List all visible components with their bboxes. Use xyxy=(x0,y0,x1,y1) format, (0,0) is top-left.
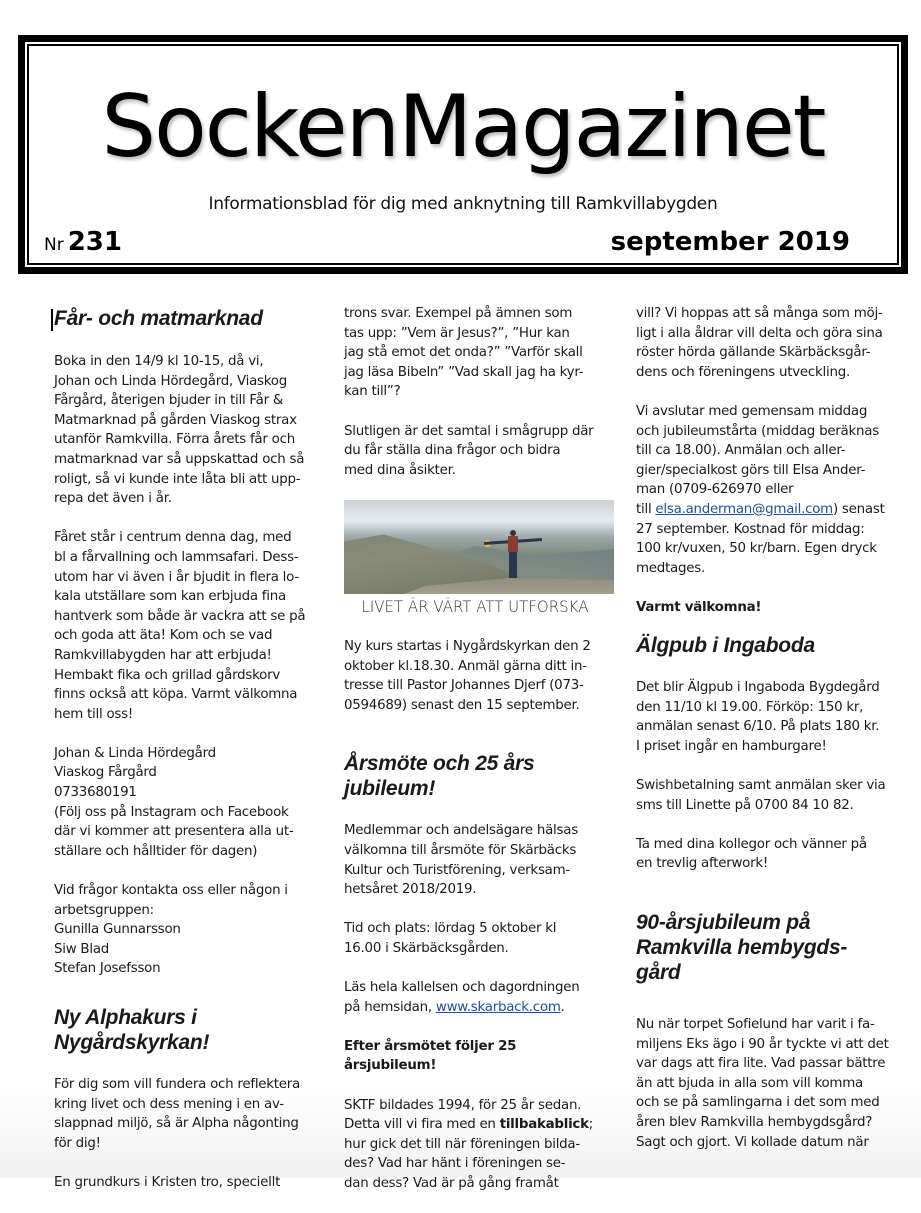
website-link[interactable]: www.skarback.com xyxy=(435,999,561,1015)
masthead xyxy=(18,35,908,274)
text-line: Ramkvilla hembygds- xyxy=(636,936,848,960)
paragraph xyxy=(54,528,316,724)
paragraph xyxy=(636,304,898,382)
text-line: jubileum! xyxy=(344,777,436,801)
text-line: och jubileumstårta (middag beräknas xyxy=(636,423,879,439)
text-line: kan till”? xyxy=(344,384,401,400)
text-line: du får ställa dina frågor och bidra xyxy=(344,443,561,459)
text-line: Tid och plats: lördag 5 oktober kl xyxy=(344,921,557,937)
text-line: ställare och hålltider för dagen) xyxy=(54,843,258,859)
person-torso xyxy=(508,536,518,552)
text-line: Det blir Älgpub i Ingaboda Bygdegård xyxy=(636,680,880,696)
paragraph xyxy=(344,304,606,402)
paragraph xyxy=(54,352,316,509)
text-line: vill? Vi hoppas att så många som möj- xyxy=(636,306,883,321)
text-line: Ny Alphakurs i xyxy=(54,1006,197,1029)
text-line: dan dess? Vad är på gång framåt xyxy=(344,1176,559,1191)
paragraph xyxy=(636,776,898,815)
text-line: roligt, så vi kunde inte låta bli att upp- xyxy=(54,471,301,487)
paragraph xyxy=(636,835,898,874)
text-line: Swishbetalning samt anmälan sker via xyxy=(636,778,886,794)
text-line: hur gick det till när föreningen bilda- xyxy=(344,1136,580,1152)
text-line: gier/specialkost görs till Elsa Ander- xyxy=(636,462,866,478)
text-line: finns också att köpa. Varmt välkomna xyxy=(54,687,298,703)
text-line: utom har vi även i år bjudit in flera lo- xyxy=(54,569,299,585)
text-line: till ca 18.00). Anmälan och aller- xyxy=(636,443,846,459)
text-line: Nu när torpet Sofielund har varit i fa- xyxy=(636,1017,875,1033)
masthead-inner-frame xyxy=(27,44,899,265)
text-line: des? Vad har hänt i föreningen se- xyxy=(344,1156,566,1172)
text-line: Matmarknad på gården Viaskog strax xyxy=(54,412,297,428)
text-line: jag stå emot det onda?” ”Varför skall xyxy=(344,345,583,361)
paragraph: SKTF bildades 1994, för 25 år sedan. Detta vill vi fira med en tillbakablick; hur gick det till när föreningen bilda- des? Vad har hänt i föreningen se- dan dess? Vad är på gång framåt xyxy=(344,1096,606,1194)
text-line: sms till Linette på 0700 84 10 82. xyxy=(636,797,854,813)
text-line: 16.00 i Skärbäcksgården. xyxy=(344,940,509,956)
article-heading-90-arsjubileum xyxy=(636,910,898,985)
text-line: Årsmöte och 25 års xyxy=(344,752,535,776)
paragraph xyxy=(344,821,606,899)
paragraph xyxy=(344,919,606,958)
text-line: Ny kurs startas i Nygårdskyrkan den 2 xyxy=(344,638,591,654)
text-line: slappnad miljö, så är Alpha någonting xyxy=(54,1116,299,1132)
column-1 xyxy=(54,304,316,1212)
text-line: Ta med dina kollegor och vänner på xyxy=(636,836,867,852)
text-line: 100 kr/vuxen, 50 kr/barn. Egen dryck xyxy=(636,541,877,557)
text-line: (Följ oss på Instagram och Facebook xyxy=(54,804,289,820)
email-link[interactable]: elsa.anderman@gmail.com xyxy=(655,501,833,517)
text-line: En grundkurs i Kristen tro, speciellt xyxy=(54,1174,281,1190)
text-line: hantverk som både är vackra att se på xyxy=(54,608,306,624)
text-line: 90-årsjubileum på xyxy=(636,911,811,935)
text-line: Boka in den 14/9 kl 10-15, då vi, xyxy=(54,354,264,369)
paragraph xyxy=(54,1075,316,1153)
text-line: Vi avslutar med gemensam middag xyxy=(636,403,868,419)
column-2 xyxy=(344,304,606,1213)
text-line: trons svar. Exempel på ämnen som xyxy=(344,306,573,321)
text-line: medtages. xyxy=(636,560,705,576)
text-line: repa det även i år. xyxy=(54,491,172,507)
text-line: Johan & Linda Hördegård xyxy=(54,745,216,761)
text-line: Hembakt fika och grillad gårdskorv xyxy=(54,667,281,683)
text-line: med dina åsikter. xyxy=(344,462,456,478)
contact-block xyxy=(54,744,316,862)
paragraph: Läs hela kallelsen och dagordningen på hemsidan, www.skarback.com. xyxy=(344,980,580,1015)
text-line: röster hörda gällande Skärbäcksgår- xyxy=(636,345,871,361)
text-line: åren blev Ramkvilla hembygdsgård? xyxy=(636,1115,873,1130)
text-line: Viaskog Fårgård xyxy=(54,765,157,781)
photo-person xyxy=(508,530,518,578)
paragraph xyxy=(54,1173,316,1193)
text-line: 0594689) senast den 15 september. xyxy=(344,697,580,713)
text-line: I priset ingår en hamburgare! xyxy=(636,738,827,754)
text-line: dens och föreningens utveckling. xyxy=(636,364,850,380)
paragraph xyxy=(344,422,606,481)
text-line: tas upp: ”Vem är Jesus?”, ”Hur kan xyxy=(344,325,570,341)
text-line: Fåret står i centrum denna dag, med xyxy=(54,530,292,546)
paragraph: Vi avslutar med gemensam middag och jubileumstårta (middag beräknas till ca 18.00). Anmälan och aller- gier/specialkost görs till Elsa Ander- man (0709-626970 eller till elsa.anderman@gmail.com) senast 27 september. Kostnad för middag: 100 kr/vuxen, 50 kr/barn. Egen dryck medtages. xyxy=(636,402,898,578)
text-line: tresse till Pastor Johannes Djerf (073- xyxy=(344,678,584,694)
text-line: och se på samlingarna i det som med xyxy=(636,1095,880,1111)
column-3 xyxy=(636,304,898,1172)
alpha-image xyxy=(344,500,606,617)
text-line: välkomna till årsmöte för Skärbäcks xyxy=(344,842,577,858)
text-line: hem till oss! xyxy=(54,706,133,722)
paragraph xyxy=(636,1015,898,1152)
text-line: Gunilla Gunnarsson xyxy=(54,922,181,938)
welcome-text: Varmt välkomna! xyxy=(636,599,762,615)
text-line: arbetsgruppen: xyxy=(54,902,154,918)
text-line: för dig! xyxy=(54,1135,101,1151)
text-line: Fårgård, återigen bjuder in till Får & xyxy=(54,393,284,409)
image-caption: LIVET ÄR VÄRT ATT UTFORSKA xyxy=(361,597,589,617)
text-cursor xyxy=(51,309,53,331)
issue-number-value: 231 xyxy=(67,227,122,257)
magazine-subtitle: Informationsblad för dig med anknytning till Ramkvillabygden xyxy=(208,194,718,214)
text-line: Vid frågor kontakta oss eller någon i xyxy=(54,883,288,899)
issue-date: september 2019 xyxy=(610,227,850,257)
text-line: kring livet och dess mening i en av- xyxy=(54,1096,284,1112)
mountain-photo xyxy=(344,500,614,594)
text-line: utanför Ramkvilla. Förra årets får och xyxy=(54,432,295,448)
article-heading-ny-alphakurs xyxy=(54,1005,316,1055)
article-heading-algpub: Älgpub i Ingaboda xyxy=(636,634,815,658)
text-line: gård xyxy=(636,961,681,985)
article-heading-far-och-matmarknad: Får- och matmarknad xyxy=(54,306,316,331)
text-line: Stefan Josefsson xyxy=(54,961,161,977)
issue-prefix: Nr xyxy=(44,235,64,255)
text-line: hetsåret 2018/2019. xyxy=(344,882,477,898)
text-line: var dags att fira lite. Vad passar bättre xyxy=(636,1056,886,1072)
text-line: anmälan senast 6/10. På plats 180 kr. xyxy=(636,719,880,735)
text-line: För dig som vill fundera och reflektera xyxy=(54,1077,300,1092)
text-line: Sagt och gjort. Vi kollade datum när xyxy=(636,1134,869,1150)
text-line: kala utställare som kan erbjuda fina xyxy=(54,589,286,605)
text-line: Kultur och Turistförening, verksam- xyxy=(344,862,570,878)
text-line: miljens Eks ägo i 90 år tyckte vi att det xyxy=(636,1036,889,1052)
text-line: där vi kommer att presentera alla ut- xyxy=(54,824,294,840)
text-line: bl a fårvallning och lammsafari. Dess- xyxy=(54,549,299,565)
text-line: Johan och Linda Hördegård, Viaskog xyxy=(54,373,288,389)
paragraph xyxy=(636,678,898,756)
text-line: Medlemmar och andelsägare hälsas xyxy=(344,823,578,839)
text-line: ligt i alla åldrar vill delta och göra sina xyxy=(636,325,883,341)
text-line: man (0709-626970 eller xyxy=(636,482,794,498)
text-line: Nygårdskyrkan! xyxy=(54,1031,210,1054)
person-legs xyxy=(509,552,517,578)
text-line: Siw Blad xyxy=(54,941,110,957)
text-line: oktober kl.18.30. Anmäl gärna ditt in- xyxy=(344,658,587,674)
contact-group xyxy=(54,881,316,979)
text-line: jag läsa Bibeln” ”Vad skall jag ha kyr- xyxy=(344,364,584,380)
paragraph xyxy=(344,637,606,715)
magazine-title: SockenMagazinet xyxy=(101,77,825,177)
text-line: matmarknad var så uppskattad och så xyxy=(54,451,305,467)
text-line: den 11/10 kl 19.00. Förköp: 150 kr, xyxy=(636,699,864,715)
text-line: en trevlig afterwork! xyxy=(636,856,769,872)
text-line: 0733680191 xyxy=(54,785,137,801)
text-line: än att bjuda in alla som vill komma xyxy=(636,1075,863,1091)
text-line: 27 september. Kostnad för middag: xyxy=(636,521,865,537)
text-line: Ramkvillabygden har att erbjuda! xyxy=(54,647,272,663)
article-heading-arsmote xyxy=(344,751,606,801)
bold-announcement: Efter årsmötet följer 25 årsjubileum! xyxy=(344,1038,517,1074)
text-line: Slutligen är det samtal i smågrupp där xyxy=(344,423,594,439)
text-line: och goda att äta! Kom och se vad xyxy=(54,628,273,644)
issue-number xyxy=(44,227,122,257)
